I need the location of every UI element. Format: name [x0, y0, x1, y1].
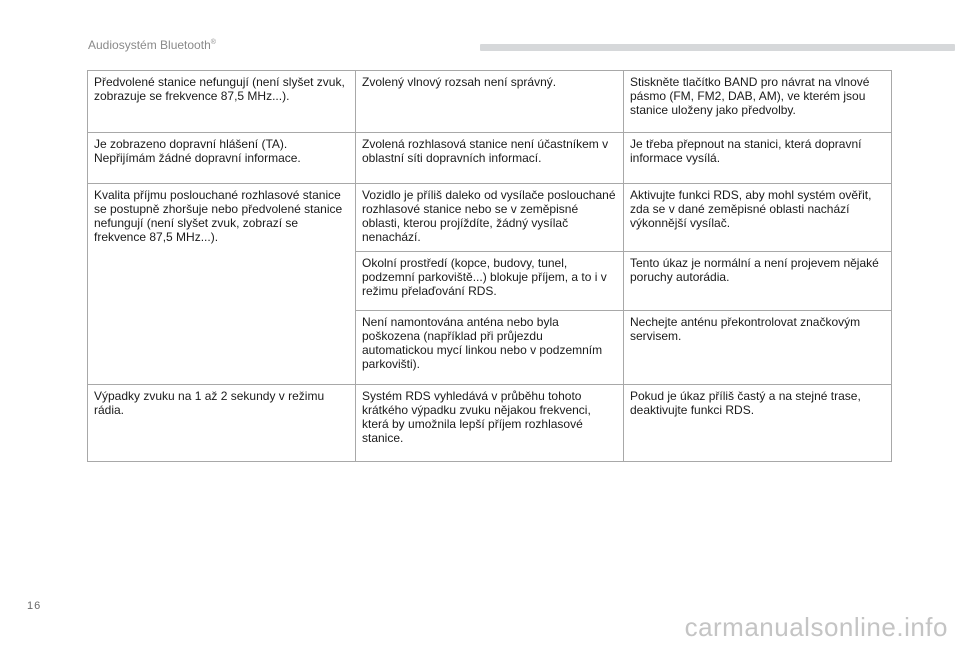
- solution-cell: Aktivujte funkci RDS, aby mohl systém ověřit, zda se v dané zeměpisné oblasti nachází výkonnější vysílač.: [624, 184, 892, 252]
- cause-cell: Zvolený vlnový rozsah není správný.: [356, 71, 624, 133]
- section-title-text: Audiosystém Bluetooth: [88, 38, 211, 52]
- registered-mark: ®: [210, 39, 216, 46]
- solution-cell: Pokud je úkaz příliš častý a na stejné trase, deaktivujte funkci RDS.: [624, 385, 892, 462]
- solution-cell: Nechejte anténu překontrolovat značkovým servisem.: [624, 311, 892, 385]
- solution-cell: Stiskněte tlačítko BAND pro návrat na vlnové pásmo (FM, FM2, DAB, AM), ve kterém jsou stanice uloženy jako předvolby.: [624, 71, 892, 133]
- table-row: [88, 133, 892, 184]
- table-row: [88, 71, 892, 133]
- table-row: [88, 385, 892, 462]
- cause-cell: Zvolená rozhlasová stanice není účastníkem v oblastní síti dopravních informací.: [356, 133, 624, 184]
- section-title: [88, 38, 216, 52]
- problem-cell: Kvalita příjmu poslouchané rozhlasové stanice se postupně zhoršuje nebo předvolené stanice nefungují (není slyšet zvuk, zobrazí se frekvence 87,5 MHz...).: [88, 184, 356, 385]
- cause-cell: Okolní prostředí (kopce, budovy, tunel, podzemní parkoviště...) blokuje příjem, a to i v režimu přelaďování RDS.: [356, 252, 624, 311]
- watermark: carmanualsonline.info: [684, 612, 948, 642]
- cause-cell: Vozidlo je příliš daleko od vysílače poslouchané rozhlasové stanice nebo se v zeměpisné oblasti, kterou projíždíte, žádný vysílač nenachází.: [356, 184, 624, 252]
- cause-cell: Systém RDS vyhledává v průběhu tohoto krátkého výpadku zvuku nějakou frekvenci, která by umožnila lepší příjem rozhlasové stanice.: [356, 385, 624, 462]
- solution-cell: Tento úkaz je normální a není projevem nějaké poruchy autorádia.: [624, 252, 892, 311]
- page-number: 16: [27, 600, 42, 612]
- solution-cell: Je třeba přepnout na stanici, která dopravní informace vysílá.: [624, 133, 892, 184]
- header-divider-bar: [480, 44, 955, 51]
- problem-cell: Výpadky zvuku na 1 až 2 sekundy v režimu rádia.: [88, 385, 356, 462]
- troubleshooting-table: [87, 70, 892, 462]
- cause-cell: Není namontována anténa nebo byla poškozena (například při průjezdu automatickou mycí linkou nebo v podzemním parkovišti).: [356, 311, 624, 385]
- problem-cell: Předvolené stanice nefungují (není slyšet zvuk, zobrazuje se frekvence 87,5 MHz...).: [88, 71, 356, 133]
- table-row: [88, 184, 892, 252]
- problem-cell: Je zobrazeno dopravní hlášení (TA). Nepřijímám žádné dopravní informace.: [88, 133, 356, 184]
